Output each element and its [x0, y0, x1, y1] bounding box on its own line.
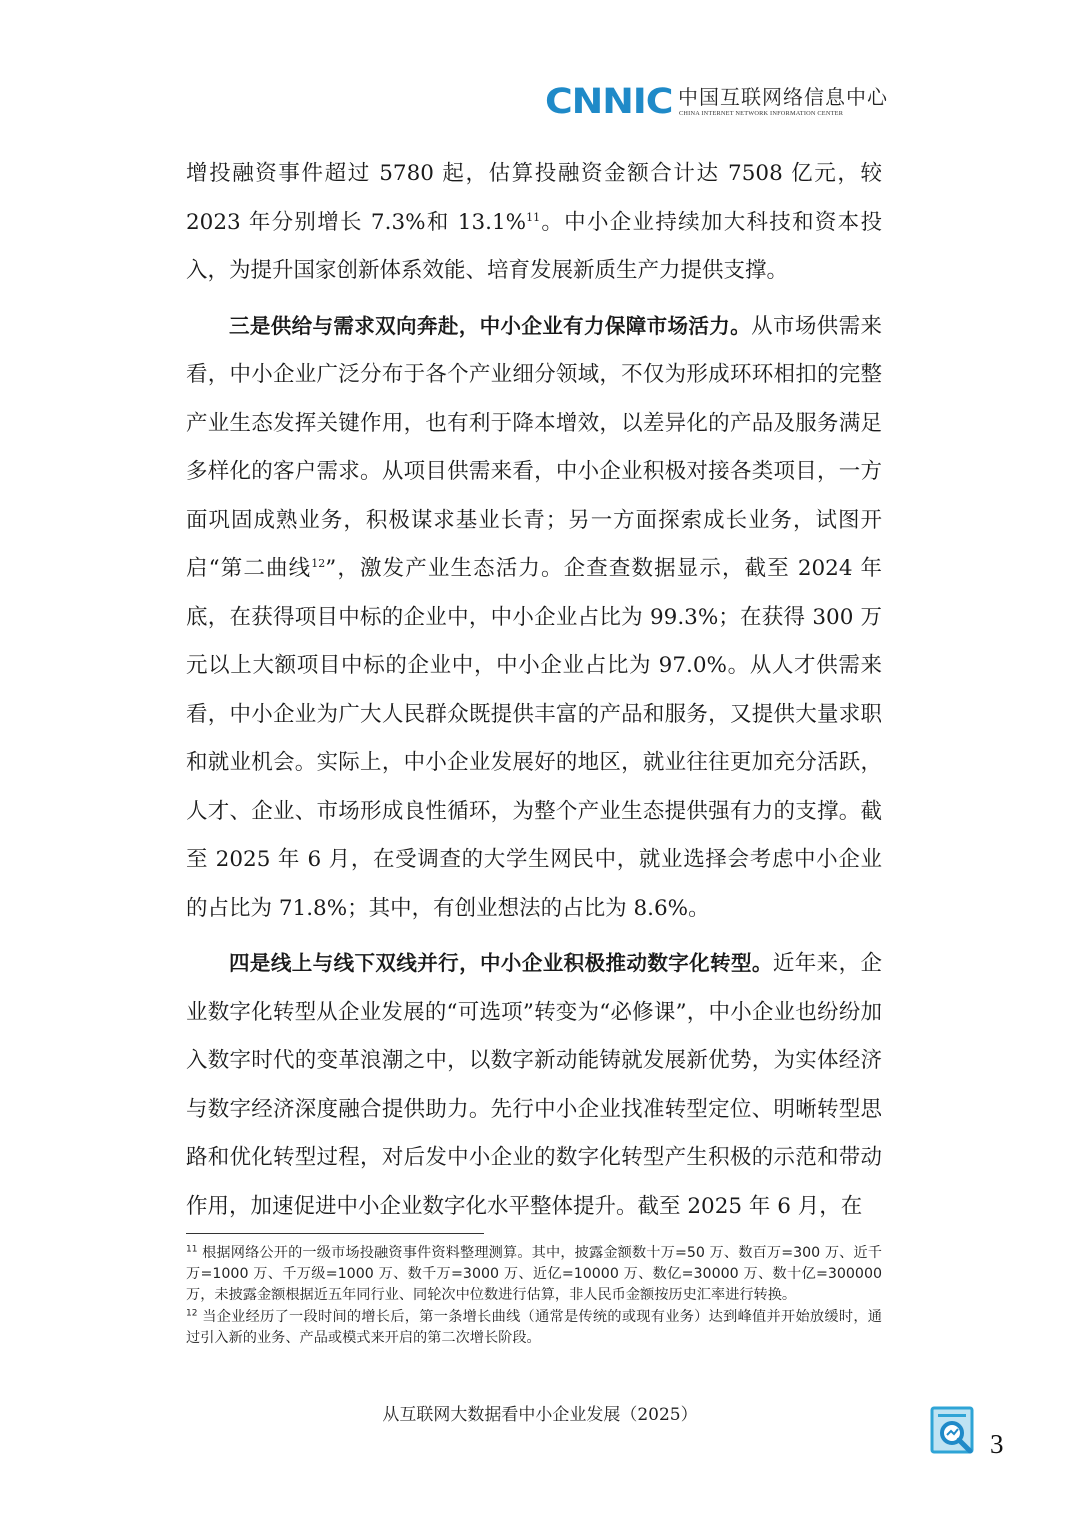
page-number: 3 — [990, 1429, 1004, 1459]
paragraph-1 — [186, 150, 882, 296]
logo-mark: CNNIC — [545, 82, 673, 122]
paragraph-2-text-b: ”，激发产业生态活力。企查查数据显示，截至 2024 年底，在获得项目中标的企业中，中小企业占比为 99.3%；在获得 300 万元以上大额项目中标的企业中，中小企业占比为 97.0%。从人才供需来看，中小企业为广大人民群众既提供丰富的产品和服务，又提供大量求职和就业机会。实际上，中小企业发展好的地区，就业往往更加充分活跃，人才、企业、市场形成良性循环，为整个产业生态提供强有力的支撑。截至 2025 年 6 月，在受调查的大学生网民中，就业选择会考虑中小企业的占比为 71.8%；其中，有创业想法的占比为 8.6%。 — [186, 556, 882, 921]
footnote-12 — [186, 1307, 882, 1349]
cnnic-logo — [545, 84, 895, 124]
magnifier-report-icon — [930, 1406, 980, 1456]
org-name-en: CHINA INTERNET NETWORK INFORMATION CENTER — [679, 110, 844, 117]
paragraph-3-text: 近年来，企业数字化转型从企业发展的“可选项”转变为“必修课”，中小企业也纷纷加入数字时代的变革浪潮之中，以数字新动能铸就发展新优势，为实体经济与数字经济深度融合提供助力。先行中小企业找准转型定位、明晰转型思路和优化转型过程，对后发中小企业的数字化转型产生积极的示范和带动作用，加速促进中小企业数字化水平整体提升。截至 2025 年 6 月，在 — [186, 951, 882, 1219]
footnote-divider — [186, 1233, 484, 1234]
paragraph-2-heading: 三是供给与需求双向奔赴，中小企业有力保障市场活力。 — [229, 313, 752, 338]
paragraph-1-text-b: 。中小企业持续加大科技和资本投入，为提升国家创新体系效能、培育发展新质生产力提供支撑。 — [186, 209, 882, 283]
footnote-ref-12[interactable]: 12 — [311, 556, 326, 570]
paragraph-2-text-a: 从市场供需来看，中小企业广泛分布于各个产业细分领域，不仅为形成环环相扣的完整产业生态发挥关键作用，也有利于降本增效，以差异化的产品及服务满足多样化的客户需求。从项目供需来看，中小企业积极对接各类项目，一方面巩固成熟业务，积极谋求基业长青；另一方面探索成长业务，试图开启“第二曲线 — [186, 313, 882, 581]
paragraph-2 — [186, 302, 882, 934]
paragraph-1-text-a: 增投融资事件超过 5780 起，估算投融资金额合计达 7508 亿元，较 2023 年分别增长 7.3%和 13.1% — [186, 161, 882, 235]
paragraph-3 — [186, 939, 882, 1231]
footnote-ref-11[interactable]: 11 — [526, 210, 541, 224]
footnotes — [186, 1243, 882, 1349]
footnote-12-number: 12 — [186, 1307, 198, 1318]
footer-title: 从互联网大数据看中小企业发展（2025） — [382, 1405, 698, 1425]
org-name-cn: 中国互联网络信息中心 — [678, 85, 888, 109]
footnote-12-text: 当企业经历了一段时间的增长后，第一条增长曲线（通常是传统的或现有业务）达到峰值并开始放缓时，通过引入新的业务、产品或模式来开启的第二次增长阶段。 — [186, 1308, 882, 1346]
footnote-11-text: 根据网络公开的一级市场投融资事件资料整理测算。其中，披露金额数十万=50 万、数百万=300 万、近千万=1000 万、千万级=1000 万、数千万=3000 万、近亿=10000 万、数亿=30000 万、数十亿=300000 万，未披露金额根据近五年同行业、同轮次中位数进行估算，非人民币金额按历史汇率进行转换。 — [186, 1245, 882, 1304]
footnote-11-number: 11 — [186, 1244, 198, 1255]
body-text — [186, 150, 882, 1237]
paragraph-3-heading: 四是线上与线下双线并行，中小企业积极推动数字化转型。 — [229, 951, 773, 975]
footnote-11 — [186, 1243, 882, 1307]
